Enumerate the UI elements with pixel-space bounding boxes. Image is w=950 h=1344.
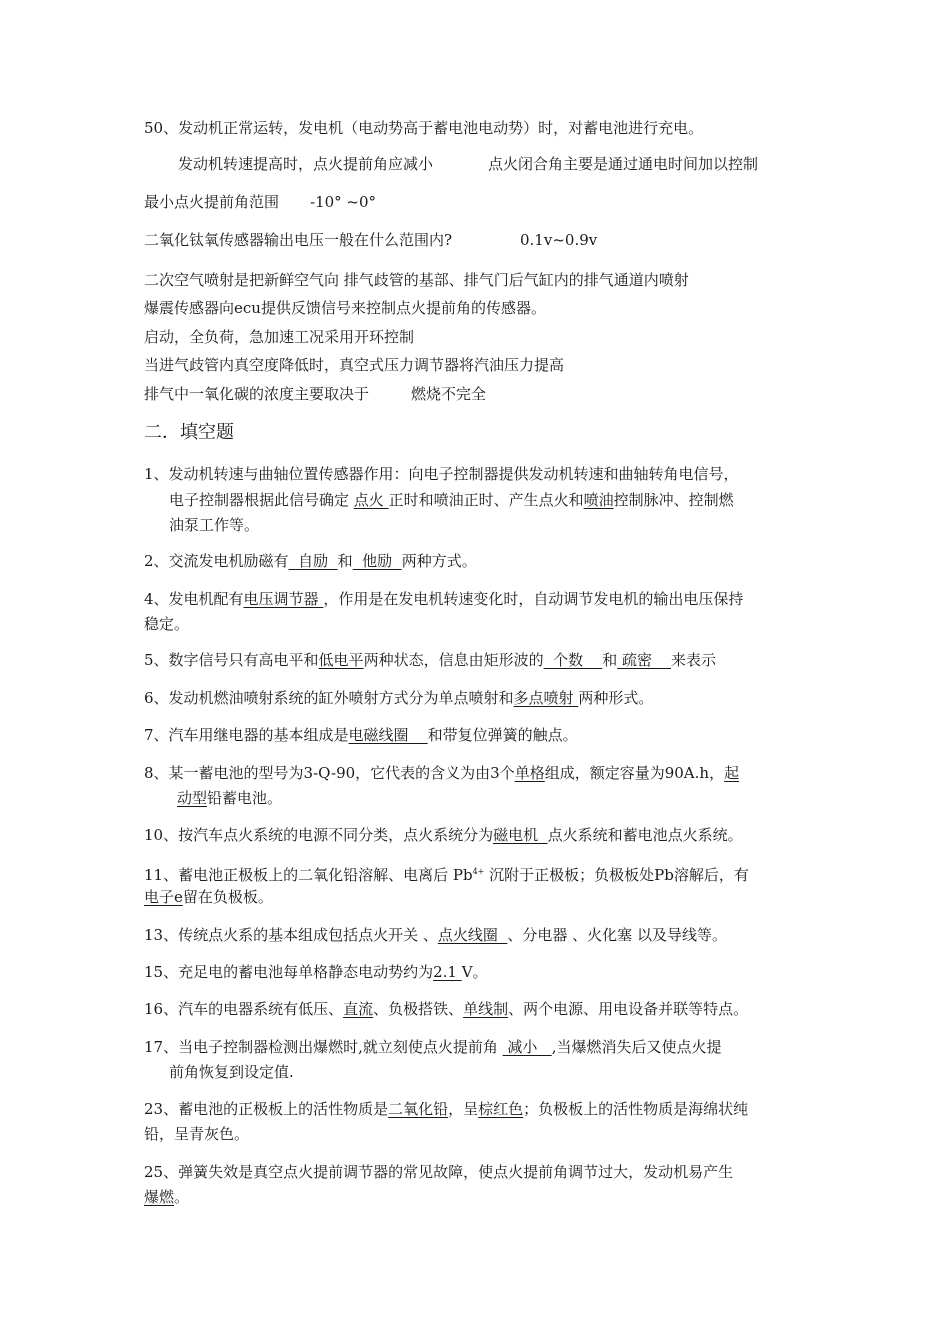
q25-line1: 25、弹簧失效是真空点火提前调节器的常见故障，使点火提前角调节过大，发动机易产生 xyxy=(144,1163,734,1181)
q11-line1 xyxy=(144,862,749,885)
q11-text-c: 留在负极板。 xyxy=(182,888,273,906)
q23-text-b: ，呈 xyxy=(448,1100,479,1118)
line-open-loop: 启动，全负荷，急加速工况采用开环控制 xyxy=(144,328,415,346)
q1-text-a: 电子控制器根据此信号确定 xyxy=(169,491,354,509)
q10-blank-magneto: 磁电机 xyxy=(493,826,548,844)
line-vacuum-regulator: 当进气歧管内真空度降低时，真空式压力调节器将汽油压力提高 xyxy=(144,356,565,374)
q16-blank-dc: 直流 xyxy=(343,1000,374,1018)
q1-blank-ignition: 点火 xyxy=(353,491,389,509)
q2-text-c: 两种方式。 xyxy=(401,552,477,570)
q23-text-c: ；负极板上的活性物质是海绵状纯 xyxy=(523,1100,749,1118)
q5-blank-density: 疏密 xyxy=(617,651,672,669)
section-title: 二．填空题 xyxy=(144,422,234,443)
q1-line1: 1、发动机转速与曲轴位置传感器作用：向电子控制器提供发动机转速和曲轴转角电信号， xyxy=(144,465,739,483)
q17-line2: 前角恢复到设定值. xyxy=(169,1063,294,1081)
q8-line1 xyxy=(144,763,739,783)
line-dwell-angle: 点火闭合角主要是通过通电时间加以控制 xyxy=(488,155,759,173)
q1-text-b: 正时和喷油正时、产生点火和 xyxy=(388,491,584,509)
q8-blank-cell: 单格 xyxy=(514,764,545,782)
q7-text-a: 7、汽车用继电器的基本组成是 xyxy=(144,726,349,744)
line-ti-sensor-answer: 0.1v~0.9v xyxy=(520,231,598,249)
q8-line2 xyxy=(177,788,282,808)
q23-blank-brown-red: 棕红色 xyxy=(478,1100,524,1118)
line-co-label: 排气中一氧化碳的浓度主要取决于 xyxy=(144,385,370,403)
q1-text-c: 控制脉冲、控制燃 xyxy=(613,491,734,509)
q23-text-a: 23、蓄电池的正极板上的活性物质是 xyxy=(144,1100,389,1118)
q2-text-a: 2、交流发电机励磁有 xyxy=(144,552,289,570)
q4-text-b: ，作用是在发电机转速变化时，自动调节发电机的输出电压保持 xyxy=(323,590,744,608)
line-q50: 50、发动机正常运转，发电机（电动势高于蓄电池电动势）时，对蓄电池进行充电。 xyxy=(144,119,704,137)
q4-text-a: 4、发电机配有 xyxy=(144,590,244,608)
q11-text-a: 11、蓄电池正极板上的二氧化铅溶解、电离后 Pb xyxy=(144,866,473,884)
q6-blank-multipoint: 多点喷射 xyxy=(513,689,579,707)
q8-text-a: 8、某一蓄电池的型号为3-Q-90，它代表的含义为由3个 xyxy=(144,764,515,782)
q23-line1 xyxy=(144,1099,748,1119)
q5-line xyxy=(144,650,716,670)
q1-line3: 油泵工作等。 xyxy=(169,516,260,534)
q5-text-c: 和 xyxy=(602,651,618,669)
q5-text-a: 5、数字信号只有高电平和 xyxy=(144,651,319,669)
q15-text-b: V。 xyxy=(461,963,488,981)
q13-text-a: 13、传统点火系的基本组成包括点火开关 、 xyxy=(144,926,438,944)
line-knock-sensor: 爆震传感器向ecu提供反馈信号来控制点火提前角的传感器。 xyxy=(144,299,546,317)
q2-blank-separate: 他励 xyxy=(352,552,402,570)
q1-blank-injection: 喷油 xyxy=(583,491,614,509)
q4-line1 xyxy=(144,589,743,609)
q13-blank-coil: 点火线圈 xyxy=(437,926,508,944)
q25-text-b: 。 xyxy=(174,1188,190,1206)
q11-blank-electron: 电子e xyxy=(144,888,183,906)
q17-blank-reduce: 减小 xyxy=(502,1038,552,1056)
q7-line xyxy=(144,725,578,745)
q5-text-b: 两种状态，信息由矩形波的 xyxy=(363,651,544,669)
q25-line2 xyxy=(144,1187,189,1207)
q17-text-b: ,当爆燃消失后又使点火提 xyxy=(551,1038,722,1056)
q15-text-a: 15、充足电的蓄电池每单格静态电动势约为 xyxy=(144,963,434,981)
q7-text-b: 和带复位弹簧的触点。 xyxy=(427,726,578,744)
q11-superscript: 4+ xyxy=(472,867,485,876)
q7-blank-coil: 电磁线圈 xyxy=(348,726,428,744)
q8-blank-start-2: 动型 xyxy=(177,789,208,807)
q10-text-b: 点火系统和蓄电池点火系统。 xyxy=(547,826,743,844)
q8-text-c: 铅蓄电池。 xyxy=(207,789,283,807)
q1-line2 xyxy=(169,490,734,510)
line-co-answer: 燃烧不完全 xyxy=(411,385,487,403)
line-ti-sensor-question: 二氧化钛氧传感器输出电压一般在什么范围内? xyxy=(144,231,453,249)
q6-line xyxy=(144,688,653,708)
q15-blank-voltage: 2.1 xyxy=(433,963,462,981)
line-min-advance-label: 最小点火提前角范围 xyxy=(144,193,280,211)
q23-blank-pbo2: 二氧化铅 xyxy=(388,1100,449,1118)
q16-text-a: 16、汽车的电器系统有低压、 xyxy=(144,1000,344,1018)
q4-blank-regulator: 电压调节器 xyxy=(243,590,324,608)
q6-text-a: 6、发动机燃油喷射系统的缸外喷射方式分为单点喷射和 xyxy=(144,689,514,707)
line-min-advance-range: -10° ~0° xyxy=(310,193,377,211)
q16-text-c: 、两个电源、用电设备并联等特点。 xyxy=(508,1000,749,1018)
q5-blank-low: 低电平 xyxy=(318,651,364,669)
line-secondary-air: 二次空气喷射是把新鲜空气向 排气歧管的基部、排气门后气缸内的排气通道内喷射 xyxy=(144,271,689,289)
q16-blank-single-wire: 单线制 xyxy=(463,1000,509,1018)
line-speed-advance: 发动机转速提高时，点火提前角应减小 xyxy=(178,155,434,173)
q17-text-a: 17、当电子控制器检测出爆燃时,就立刻使点火提前角 xyxy=(144,1038,503,1056)
q15-line xyxy=(144,962,488,982)
q2-blank-self: 自励 xyxy=(288,552,338,570)
q10-line xyxy=(144,825,743,845)
q2-line xyxy=(144,551,477,571)
q4-line2: 稳定。 xyxy=(144,615,190,633)
q2-text-b: 和 xyxy=(337,552,353,570)
q13-line xyxy=(144,925,727,945)
q11-text-b: 沉附于正极板；负极板处Pb溶解后，有 xyxy=(484,866,749,884)
q8-text-b: 组成，额定容量为90A.h， xyxy=(544,764,725,782)
q11-line2 xyxy=(144,887,273,907)
q8-blank-start-1: 起 xyxy=(724,764,740,782)
q10-text-a: 10、按汽车点火系统的电源不同分类，点火系统分为 xyxy=(144,826,494,844)
q23-line2: 铅，呈青灰色。 xyxy=(144,1125,250,1143)
q25-blank-knock: 爆燃 xyxy=(144,1188,175,1206)
q5-text-d: 来表示 xyxy=(671,651,717,669)
q13-text-b: 、分电器 、火化塞 以及导线等。 xyxy=(507,926,727,944)
q5-blank-count: 个数 xyxy=(543,651,603,669)
q17-line1 xyxy=(144,1037,722,1057)
q16-line xyxy=(144,999,748,1019)
q16-text-b: 、负极搭铁、 xyxy=(373,1000,464,1018)
q6-text-b: 两种形式。 xyxy=(578,689,654,707)
